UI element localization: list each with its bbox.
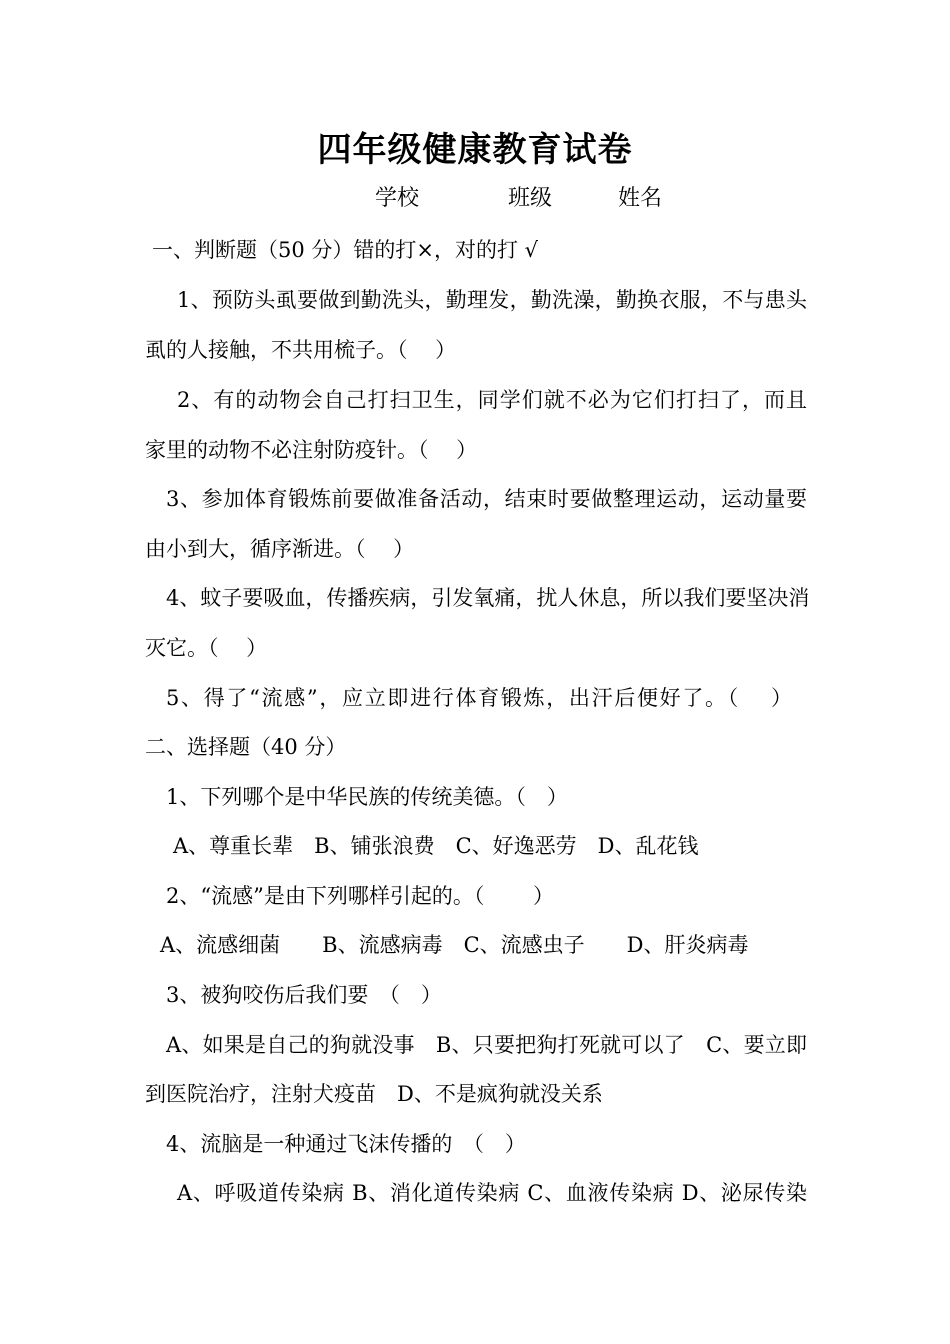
mc-question-4-options: A、呼吸道传染病 B、消化道传染病 C、血液传染病 D、泌尿传染	[177, 1181, 807, 1205]
section-1-heading: 一、判断题（50 分）错的打×，对的打 √	[152, 238, 539, 262]
mc-question-3-options-line-1: A、如果是自己的狗就没事 B、只要把狗打死就可以了 C、要立即	[166, 1033, 807, 1057]
mc-question-3-options-line-2: 到医院治疗，注射犬疫苗 D、不是疯狗就没关系	[145, 1082, 603, 1106]
tf-question-4-line-1: 4、蚊子要吸血，传播疾病，引发氧痛，扰人休息，所以我们要坚决消	[166, 586, 810, 610]
tf-question-1-line-2: 虱的人接触，不共用梳子。（ ）	[145, 338, 457, 362]
mc-question-4: 4、流脑是一种通过飞沫传播的 （ ）	[166, 1132, 526, 1156]
name-label: 姓名	[618, 186, 663, 211]
mc-question-1: 1、下列哪个是中华民族的传统美德。（ ）	[166, 785, 568, 809]
tf-question-2-line-2: 家里的动物不必注射防疫针。（ ）	[145, 438, 478, 462]
tf-question-4-line-2: 灭它。（ ）	[145, 636, 268, 660]
page-title: 四年级健康教育试卷	[317, 130, 633, 170]
mc-question-2: 2、“流感”是由下列哪样引起的。（ ）	[166, 884, 555, 908]
tf-question-3-line-2: 由小到大，循序渐进。（ ）	[145, 537, 415, 561]
section-2-heading: 二、选择题（40 分）	[145, 735, 347, 759]
tf-question-1-line-1: 1、预防头虱要做到勤洗头，勤理发，勤洗澡，勤换衣服，不与患头	[177, 288, 807, 312]
mc-question-2-options: A、流感细菌 B、流感病毒 C、流感虫子 D、肝炎病毒	[160, 933, 749, 957]
mc-question-3: 3、被狗咬伤后我们要 （ ）	[166, 983, 442, 1007]
tf-question-2-line-1: 2、有的动物会自己打扫卫生，同学们就不必为它们打扫了，而且	[177, 388, 807, 412]
mc-question-1-options: A、尊重长辈 B、铺张浪费 C、好逸恶劳 D、乱花钱	[173, 834, 699, 858]
tf-question-3-line-1: 3、参加体育锻炼前要做准备活动，结束时要做整理运动，运动量要	[166, 487, 807, 511]
class-label: 班级	[508, 186, 553, 211]
student-info-row	[0, 184, 950, 214]
tf-question-5: 5、得了“流感”，应立即进行体育锻炼，出汗后便好了。（ ）	[166, 686, 792, 710]
school-label: 学校	[375, 186, 420, 211]
